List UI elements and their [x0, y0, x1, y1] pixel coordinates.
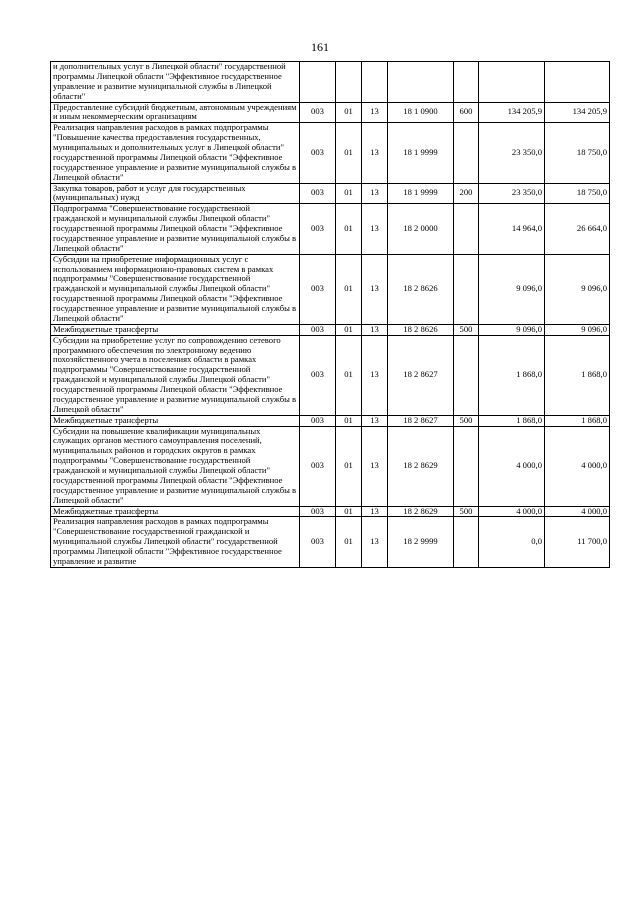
table-row — [51, 415, 610, 426]
amount-year1-cell: 9 096,0 — [479, 254, 545, 324]
expense-type-cell — [454, 335, 479, 415]
subsection-code-cell: 13 — [362, 183, 388, 204]
amount-year2-cell: 9 096,0 — [545, 324, 610, 335]
table-row — [51, 123, 610, 183]
amount-year1-cell: 134 205,9 — [479, 102, 545, 123]
section-code-cell: 01 — [336, 102, 362, 123]
expense-name-cell: Предоставление субсидий бюджетным, автономным учреждениям и иным некоммерческим организациям — [51, 102, 300, 123]
expense-name-cell: Субсидии на приобретение информационных услуг с использованием информационно-правовых систем в рамках подпрограммы "Совершенствование государственной гражданской и муниципальной службы Липецкой области" государственной программы Липецкой области "Эффективное государственное управление и развитие муниципальной службы в Липецкой области" — [51, 254, 300, 324]
department-code-cell: 003 — [300, 517, 336, 567]
target-article-cell: 18 2 8629 — [388, 426, 454, 506]
amount-year1-cell: 1 868,0 — [479, 335, 545, 415]
department-code-cell: 003 — [300, 506, 336, 517]
amount-year2-cell — [545, 62, 610, 103]
department-code-cell: 003 — [300, 415, 336, 426]
amount-year1-cell: 14 964,0 — [479, 204, 545, 254]
table-row — [51, 517, 610, 567]
table-row — [51, 335, 610, 415]
department-code-cell: 003 — [300, 426, 336, 506]
department-code-cell: 003 — [300, 183, 336, 204]
expense-name-cell: Межбюджетные трансферты — [51, 415, 300, 426]
budget-table — [50, 61, 610, 568]
expense-type-cell: 500 — [454, 506, 479, 517]
amount-year2-cell: 134 205,9 — [545, 102, 610, 123]
subsection-code-cell: 13 — [362, 123, 388, 183]
target-article-cell — [388, 62, 454, 103]
amount-year1-cell: 1 868,0 — [479, 415, 545, 426]
table-row — [51, 426, 610, 506]
expense-name-cell: Субсидии на приобретение услуг по сопровождению сетевого программного обеспечения по электронному ведению похозяйственного учета в поселениях области в рамках подпрограммы "Совершенствование государственной гражданской и муниципальной службы Липецкой области" государственной программы Липецкой области "Эффективное государственное управление и развитие муниципальной службы в Липецкой области" — [51, 335, 300, 415]
section-code-cell: 01 — [336, 426, 362, 506]
table-row — [51, 204, 610, 254]
amount-year2-cell: 1 868,0 — [545, 335, 610, 415]
section-code-cell: 01 — [336, 254, 362, 324]
expense-type-cell — [454, 123, 479, 183]
target-article-cell: 18 1 9999 — [388, 123, 454, 183]
table-row — [51, 324, 610, 335]
section-code-cell: 01 — [336, 204, 362, 254]
department-code-cell: 003 — [300, 254, 336, 324]
expense-name-cell: и дополнительных услуг в Липецкой области" государственной программы Липецкой области "Эффективное государственное управление и развитие муниципальной службы в Липецкой области" — [51, 62, 300, 103]
amount-year2-cell: 18 750,0 — [545, 123, 610, 183]
department-code-cell: 003 — [300, 123, 336, 183]
target-article-cell: 18 2 8626 — [388, 324, 454, 335]
expense-type-cell — [454, 517, 479, 567]
section-code-cell: 01 — [336, 183, 362, 204]
expense-type-cell: 500 — [454, 324, 479, 335]
budget-table-body — [51, 62, 610, 568]
department-code-cell — [300, 62, 336, 103]
section-code-cell — [336, 62, 362, 103]
section-code-cell: 01 — [336, 324, 362, 335]
expense-name-cell: Субсидии на повышение квалификации муниципальных служащих органов местного самоуправления поселений, муниципальных районов и городских округов в рамках подпрограммы "Совершенствование государственной гражданской и муниципальной службы Липецкой области" государственной программы Липецкой области "Эффективное государственное управление и развитие муниципальной службы в Липецкой области" — [51, 426, 300, 506]
expense-type-cell — [454, 62, 479, 103]
subsection-code-cell — [362, 62, 388, 103]
section-code-cell: 01 — [336, 517, 362, 567]
section-code-cell: 01 — [336, 506, 362, 517]
subsection-code-cell: 13 — [362, 517, 388, 567]
target-article-cell: 18 2 8626 — [388, 254, 454, 324]
target-article-cell: 18 2 8627 — [388, 335, 454, 415]
amount-year1-cell: 9 096,0 — [479, 324, 545, 335]
amount-year2-cell: 1 868,0 — [545, 415, 610, 426]
department-code-cell: 003 — [300, 324, 336, 335]
expense-type-cell — [454, 426, 479, 506]
subsection-code-cell: 13 — [362, 254, 388, 324]
section-code-cell: 01 — [336, 335, 362, 415]
subsection-code-cell: 13 — [362, 415, 388, 426]
subsection-code-cell: 13 — [362, 426, 388, 506]
amount-year2-cell: 11 700,0 — [545, 517, 610, 567]
target-article-cell: 18 2 8629 — [388, 506, 454, 517]
amount-year1-cell: 4 000,0 — [479, 506, 545, 517]
target-article-cell: 18 2 0000 — [388, 204, 454, 254]
subsection-code-cell: 13 — [362, 506, 388, 517]
amount-year2-cell: 4 000,0 — [545, 506, 610, 517]
target-article-cell: 18 2 8627 — [388, 415, 454, 426]
table-row — [51, 506, 610, 517]
expense-name-cell: Подпрограмма "Совершенствование государственной гражданской и муниципальной службы Липецкой области" государственной программы Липецкой области "Эффективное государственное управление и развитие муниципальной службы в Липецкой области" — [51, 204, 300, 254]
department-code-cell: 003 — [300, 102, 336, 123]
amount-year2-cell: 18 750,0 — [545, 183, 610, 204]
page-number: 161 — [311, 40, 329, 54]
amount-year2-cell: 4 000,0 — [545, 426, 610, 506]
amount-year1-cell: 23 350,0 — [479, 183, 545, 204]
amount-year1-cell: 0,0 — [479, 517, 545, 567]
target-article-cell: 18 1 0900 — [388, 102, 454, 123]
subsection-code-cell: 13 — [362, 102, 388, 123]
amount-year2-cell: 9 096,0 — [545, 254, 610, 324]
table-row — [51, 62, 610, 103]
expense-type-cell — [454, 204, 479, 254]
expense-name-cell: Закупка товаров, работ и услуг для государственных (муниципальных) нужд — [51, 183, 300, 204]
department-code-cell: 003 — [300, 204, 336, 254]
table-row — [51, 183, 610, 204]
expense-type-cell: 600 — [454, 102, 479, 123]
target-article-cell: 18 1 9999 — [388, 183, 454, 204]
target-article-cell: 18 2 9999 — [388, 517, 454, 567]
section-code-cell: 01 — [336, 415, 362, 426]
expense-name-cell: Реализация направления расходов в рамках подпрограммы "Совершенствование государственной гражданской и муниципальной службы Липецкой области" государственной программы Липецкой области "Эффективное государственное управление и развитие — [51, 517, 300, 567]
amount-year1-cell: 23 350,0 — [479, 123, 545, 183]
subsection-code-cell: 13 — [362, 204, 388, 254]
expense-type-cell: 500 — [454, 415, 479, 426]
expense-name-cell: Реализация направления расходов в рамках подпрограммы "Повышение качества предоставления государственных, муниципальных и дополнительных услуг в Липецкой области" государственной программы Липецкой области "Эффективное государственное управление и развитие муниципальной службы в Липецкой области" — [51, 123, 300, 183]
amount-year1-cell: 4 000,0 — [479, 426, 545, 506]
expense-name-cell: Межбюджетные трансферты — [51, 324, 300, 335]
amount-year1-cell — [479, 62, 545, 103]
subsection-code-cell: 13 — [362, 324, 388, 335]
expense-name-cell: Межбюджетные трансферты — [51, 506, 300, 517]
expense-type-cell: 200 — [454, 183, 479, 204]
table-row — [51, 254, 610, 324]
expense-type-cell — [454, 254, 479, 324]
table-row — [51, 102, 610, 123]
subsection-code-cell: 13 — [362, 335, 388, 415]
amount-year2-cell: 26 664,0 — [545, 204, 610, 254]
department-code-cell: 003 — [300, 335, 336, 415]
section-code-cell: 01 — [336, 123, 362, 183]
